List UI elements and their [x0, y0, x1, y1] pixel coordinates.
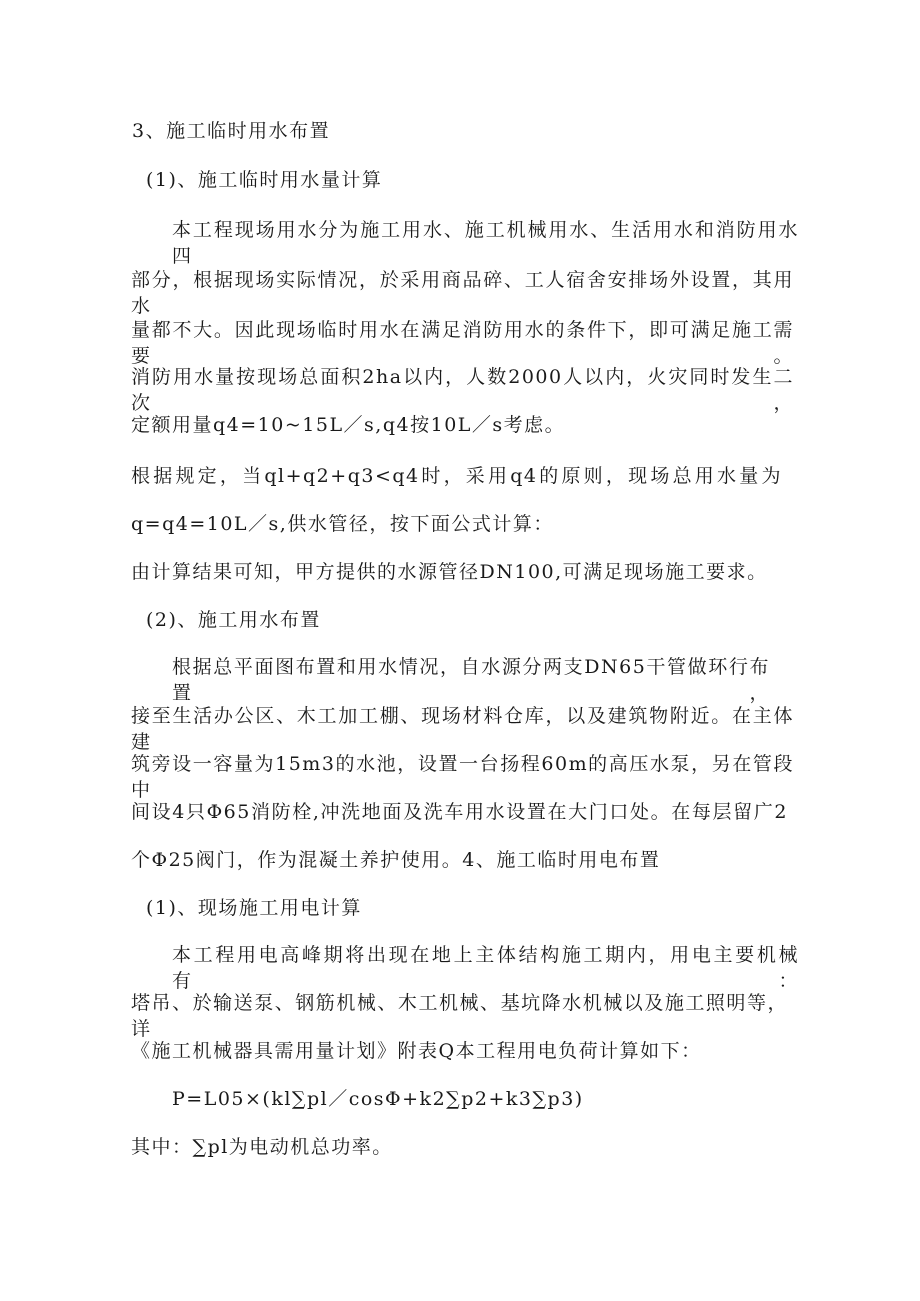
paragraph-line: 本工程用电高峰期将出现在地上主体结构施工期内，用电主要机械有：: [172, 944, 799, 992]
section-heading-water: 3、施工临时用水布置: [132, 120, 331, 142]
paragraph-line: 接至生活办公区、木工加工棚、现场材料仓库，以及建筑物附近。在主体建: [131, 705, 794, 753]
paragraph-line: 消防用水量按现场总面积2ha以内，人数2000人以内，火灾同时发生二次，: [131, 366, 794, 414]
formula-power-load: P=L05×(kl∑pl／cosΦ+k2∑p2+k3∑p3): [172, 1088, 584, 1110]
paragraph-line: 其中：∑pl为电动机总功率。: [131, 1136, 393, 1158]
paragraph-line: 《施工机械器具需用量计划》附表Q本工程用电负荷计算如下：: [131, 1040, 702, 1062]
paragraph-line: 根据规定，当ql+q2+q3<q4时，采用q4的原则，现场总用水量为: [131, 465, 782, 487]
paragraph-line: 由计算结果可知，甲方提供的水源管径DN100,可满足现场施工要求。: [131, 561, 768, 583]
paragraph-line: 塔吊、於输送泵、钢筋机械、木工机械、基坑降水机械以及施工照明等，详: [131, 992, 788, 1040]
paragraph-line: 定额用量q4=10~15L／s,q4按10L／s考虑。: [131, 414, 566, 436]
paragraph-line: 间设4只Φ65消防栓,冲洗地面及洗车用水设置在大门口处。在每层留广2: [131, 801, 788, 823]
paragraph-line: q=q4=10L／s,供水管径，按下面公式计算：: [131, 513, 554, 535]
subheading-water-layout: (2)、施工用水布置: [146, 609, 321, 631]
subheading-power-calc: (1)、现场施工用电计算: [146, 897, 362, 919]
paragraph-line: 部分，根据现场实际情况，於采用商品碎、工人宿舍安排场外设置，其用水: [131, 269, 794, 317]
paragraph-line: 个Φ25阀门，作为混凝土养护使用。4、施工临时用电布置: [131, 849, 661, 871]
paragraph-line: 量都不大。因此现场临时用水在满足消防用水的条件下，即可满足施工需要。: [131, 319, 794, 367]
paragraph-line: 本工程现场用水分为施工用水、施工机械用水、生活用水和消防用水四: [172, 219, 799, 267]
paragraph-line: 根据总平面图布置和用水情况，自水源分两支DN65干管做环行布置，: [172, 656, 770, 704]
paragraph-line: 筑旁设一容量为15m3的水池，设置一台扬程60m的高压水泵，另在管段中: [131, 753, 794, 801]
subheading-water-calc: (1)、施工临时用水量计算: [146, 169, 383, 191]
